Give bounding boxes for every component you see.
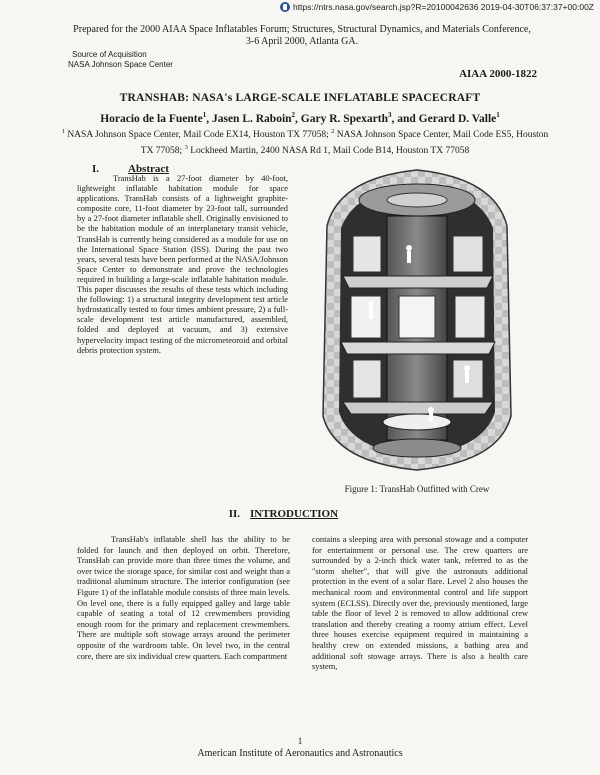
affil-text: Lockheed Martin, 2400 NASA Rd 1, Mail Code B14, Houston TX 77058 — [187, 145, 470, 156]
author-affil-mark: 2 — [291, 111, 296, 119]
author-list — [0, 111, 600, 125]
paper-number: AIAA 2000-1822 — [459, 68, 537, 80]
conference-line-2: 3-6 April 2000, Atlanta GA. — [245, 36, 359, 47]
footer-org: American Institute of Aeronautics and Astronautics — [197, 748, 403, 759]
conference-line-1: Prepared for the 2000 AIAA Space Inflatables Forum; Structures, Structural Dynamics, and Materials Conference, — [73, 24, 531, 35]
author-affil-mark: 3 — [388, 111, 392, 119]
nasa-logo-icon — [280, 2, 290, 12]
section-heading-introduction — [200, 508, 420, 520]
affil-mark: 2 — [331, 128, 335, 135]
transhab-illustration — [299, 156, 535, 480]
author-name: Gary R. Spexarth — [300, 112, 388, 125]
affil-mark: 1 — [61, 128, 65, 135]
conference-note — [52, 24, 552, 48]
transhab-cutaway-figure — [299, 156, 535, 480]
author-sep: , — [206, 112, 212, 125]
page-number: 1 — [297, 736, 303, 746]
intro-right-body: contains a sleeping area with personal stowage and a computer for entertainment or personal use. The crew quarters are surrounded by a 2-inch thick water tank, referred to as the "storm shelter", that will give the astronauts additional protection in the event of a solar flare. Level 2 also houses the mechanical room and environmental control and life support system (ECLSS). Directly over the, previously mentioned, large table the floor of level 2 is removed to allow additional crew translation and thereby creating a roomy atrium effect. Level three houses exercise equipment required in maintaining a healthy crew on extended missions, a bathing area and additional soft stowage arrays. There is also a health care system, — [312, 535, 528, 672]
author-affil-mark: 1 — [496, 111, 500, 119]
author-name: Horacio de la Fuente — [100, 112, 203, 125]
abstract-text — [77, 174, 288, 356]
author-affil-mark: 1 — [202, 111, 207, 119]
source-line-1: Source of Acquisition — [72, 50, 147, 59]
author-sep: , and — [391, 112, 419, 125]
figure-caption: Figure 1: TransHab Outfitted with Crew — [344, 484, 490, 494]
author-name: Jasen L. Raboin — [211, 112, 292, 125]
author-sep: , — [295, 112, 301, 125]
section-title: INTRODUCTION — [250, 508, 339, 520]
paper-title: TRANSHAB: NASA's LARGE-SCALE INFLATABLE SPACECRAFT — [119, 92, 481, 104]
intro-right-column — [312, 535, 528, 673]
affil-text: NASA Johnson Space Center, Mail Code EX14, Houston TX 77058; — [64, 130, 332, 141]
stamp-text: https://ntrs.nasa.gov/search.jsp?R=20100042636 2019-04-30T06:37:37+00:00Z — [292, 2, 594, 12]
source-note — [68, 50, 173, 69]
abstract-body: TransHab is a 27-foot diameter by 40-foot, lightweight inflatable habitation module for space applications. TransHab consists of a lightweight graphite-composite core, 11-foot diameter by 23-foot tall, surrounded by a 27-foot diameter inflatable shell. Originally envisioned to be the habitation module of an interplanetary transit vehicle, TransHab is currently being considered as a module for use on the International Space Station (ISS). During the past two years, several tests have been performed at the NASA/Johnson Space Center to demonstrate and prove the technologies required in building a large-scale inflatable habitation module. This paper discusses the results of these tests which including the following: 1) a structural integrity development test article hydrostatically tested to four times ambient pressure, 2) a full-scale development test article manufactured, assembled, folded and deployed at vacuum, and 3) extensive hypervelocity impact testing of the micrometeoroid and orbital debris protection system. — [77, 174, 288, 355]
affiliations — [60, 126, 550, 157]
section-title: Abstract — [128, 163, 169, 175]
intro-left-body: TransHab's inflatable shell has the ability to be folded for launch and then deployed on orbit. Therefore, TransHab can provide more than three times the volume, and over twice the storage space, for similar cost and weight than a traditional aluminum structure. The interior configuration (see Figure 1) of the inflatable module consists of three main levels. On level one, there is a fully equipped galley and large table capable of seating a total of 12 crewmembers providing enough room for the primary and replacement crewmembers. There are multiple soft stowage arrays around the perimeter opposite of the wardroom table. On level two, in the central core, there are six individual crew quarters. Each compartment — [77, 535, 290, 661]
affil-text: NASA Johnson Space Center, Mail Code ES5, Houston TX 77058; — [140, 130, 549, 156]
author-name: Gerard D. Valle — [418, 112, 497, 125]
affil-mark: 3 — [184, 143, 188, 151]
section-number: I. — [92, 163, 100, 175]
source-line-2: NASA Johnson Space Center — [68, 59, 173, 69]
ntrs-stamp — [280, 2, 594, 12]
section-number: II. — [228, 508, 240, 520]
intro-left-column — [77, 535, 290, 662]
